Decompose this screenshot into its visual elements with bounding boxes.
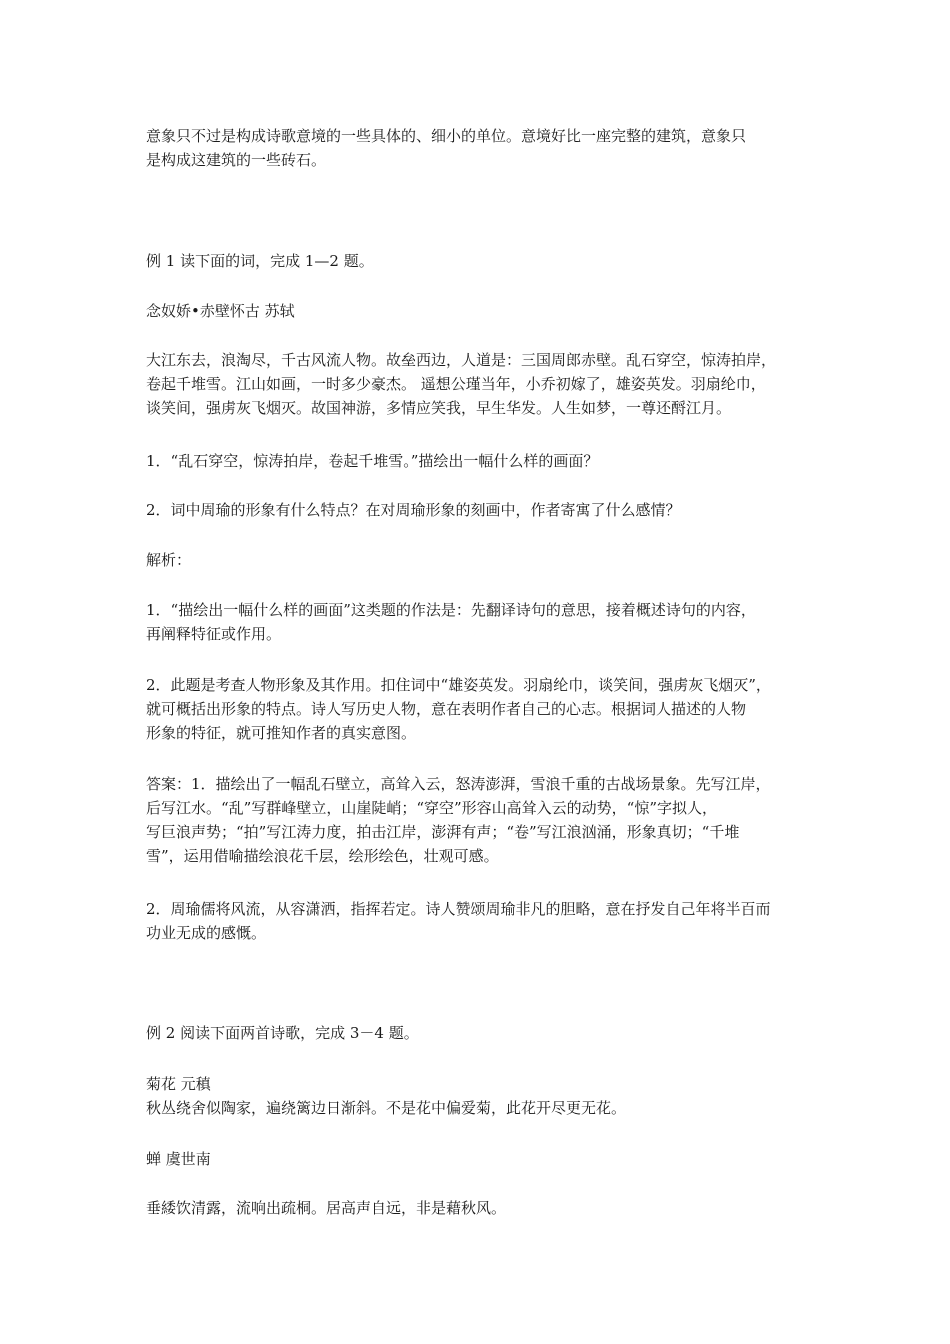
text-line: 意象只不过是构成诗歌意境的一些具体的、细小的单位。意境好比一座完整的建筑，意象只 [146,127,747,145]
text-line: 后写江水。“乱”写群峰壁立，山崖陡峭；“穿空”形容山高耸入云的动势，“惊”字拟人， [146,799,718,817]
analysis-label: 解析： [146,551,192,569]
text-line: 写巨浪声势；“拍”写江涛力度，拍击江岸，澎湃有声；“卷”写江浪汹涌，形象真切；“千堆 [146,823,740,841]
text-line: 功业无成的感慨。 [146,924,267,942]
poem2-text: 垂緌饮清露，流响出疏桐。居高声自远，非是藉秋风。 [146,1199,507,1217]
text-line: 2．周瑜儒将风流，从容潇洒，指挥若定。诗人赞颂周瑜非凡的胆略，意在抒发自己年将半百而 [146,900,771,918]
text-line: 答案：1．描绘出了一幅乱石壁立，高耸入云，怒涛澎湃，雪浪千重的古战场景象。先写江岸， [146,775,771,793]
example2-heading: 例 2 阅读下面两首诗歌，完成 3－4 题。 [146,1024,419,1042]
text-line: 大江东去，浪淘尽，千古风流人物。故垒西边，人道是：三国周郎赤壁。乱石穿空，惊涛拍岸， [146,351,777,369]
answer-1 [146,772,812,868]
analysis-1 [146,598,812,646]
text-line: 就可概括出形象的特点。诗人写历史人物，意在表明作者自己的心志。根据词人描述的人物 [146,700,747,718]
text-line: 1．“描绘出一幅什么样的画面”这类题的作法是：先翻译诗句的意思，接着概述诗句的内容， [146,601,756,619]
text-line: 2．此题是考查人物形象及其作用。扣住词中“雄姿英发。羽扇纶巾，谈笑间，强虏灰飞烟灭”， [146,676,771,694]
poem1 [146,1072,812,1120]
poem-title: 念奴娇•赤壁怀古 苏轼 [146,302,295,320]
text-line: 是构成这建筑的一些砖石。 [146,151,327,169]
intro-paragraph [146,124,812,172]
poem1-title: 菊花 元稹 [146,1075,211,1093]
poem1-text: 秋丛绕舍似陶家，遍绕篱边日渐斜。不是花中偏爱菊，此花开尽更无花。 [146,1099,627,1117]
text-line: 形象的特征，就可推知作者的真实意图。 [146,724,417,742]
question-2: 2．词中周瑜的形象有什么特点？在对周瑜形象的刻画中，作者寄寓了什么感情？ [146,501,681,519]
text-line: 谈笑间，强虏灰飞烟灭。故国神游，多情应笑我，早生华发。人生如梦，一尊还酹江月。 [146,399,732,417]
answer-2 [146,897,812,945]
text-line: 卷起千堆雪。江山如画，一时多少豪杰。 遥想公瑾当年，小乔初嫁了，雄姿英发。羽扇纶巾， [146,375,766,393]
text-line: 雪”，运用借喻描绘浪花千层，绘形绘色，壮观可感。 [146,847,499,865]
text-line: 再阐释特征或作用。 [146,625,282,643]
example1-heading: 例 1 读下面的词，完成 1—2 题。 [146,252,374,270]
question-1: 1．“乱石穿空，惊涛拍岸，卷起千堆雪。”描绘出一幅什么样的画面？ [146,452,599,470]
poem-text [146,348,812,420]
poem2-title: 蝉 虞世南 [146,1150,211,1168]
analysis-2 [146,673,812,745]
